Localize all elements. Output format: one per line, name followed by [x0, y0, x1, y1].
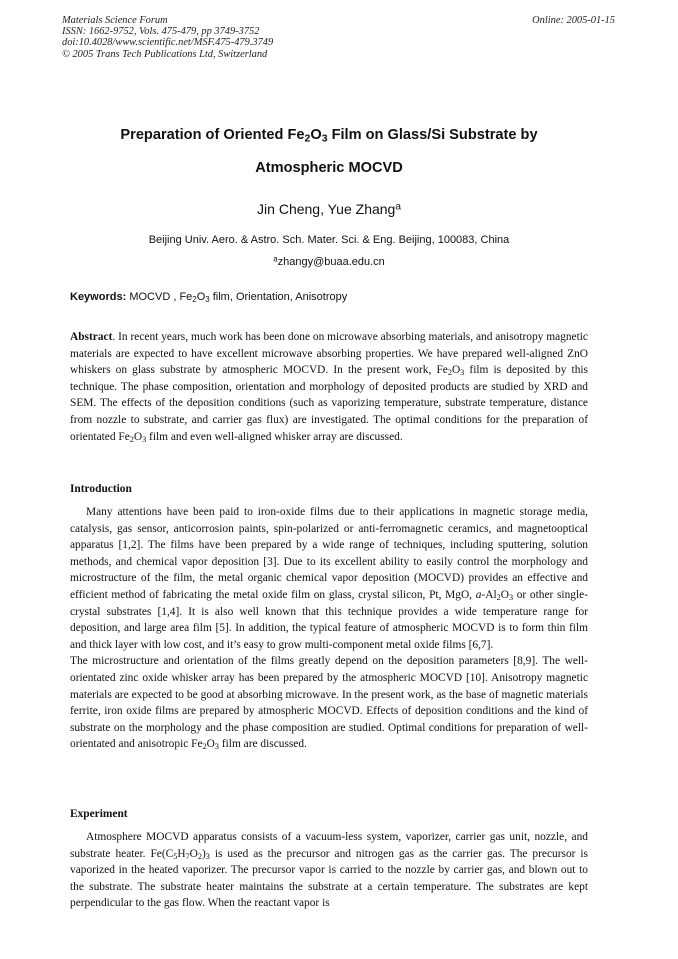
author-list: Jin Cheng, Yue Zhang$^a$ [257, 201, 401, 217]
introduction-paragraph-2: The microstructure and orientation of the films greatly depend on the deposition parameters [8,9]. The well-orientated zinc oxide whisker array has been prepared by the atmospheric MOCVD [10]. Anisotropy magnetic materials are expected to be good at absorbing microwave. In the present work, as the base of magnetic materials ferrite, iron oxide films are prepared by atmospheric MOCVD. Effects of deposition conditions and the kind of substrate on the morphology and the phase composition are studied. Optimal conditions for preparation of well-orientated and anisotropic $Fe_2O_3$ film are discussed. [70, 655, 588, 752]
experiment-body [70, 829, 588, 912]
copyright-line: © 2005 Trans Tech Publications Ltd, Switzerland [62, 48, 268, 60]
journal-name: Materials Science Forum [62, 15, 168, 26]
paper-title-line2: Atmospheric MOCVD [255, 160, 403, 176]
doi-line: doi:10.4028/www.scientific.net/MSF.475-479.3749 [62, 37, 274, 49]
introduction-paragraph-1: Many attentions have been paid to iron-oxide films due to their applications in magnetic storage media, catalysis, gas sensor, anticorrosion paints, spin-polarized or anti-ferromagnetic ceramics, and magnetooptical apparatus [1,2]. The films have been prepared by a wide range of techniques, including sputtering, solution methods, and chemical vapor deposition [3]. Due to its excellent ability to easily control the morphology and microstructure of the film, the metal organic chemical vapor deposition (MOCVD) provides an effective and efficient method of fabricating the metal oxide film on glass, crystal silicon, Pt, MgO, $a-Al_2O_3$ or other single-crystal substrates [1,4]. It is also well known that this technique provides a wide temperature range for deposition, and large area film [5]. In addition, the typical feature of atmospheric MOCVD is to form thin film and thick layer with low cost, and it’s easy to grow multi-component metal oxide films [6,7]. [70, 506, 588, 651]
affiliation: Beijing Univ. Aero. & Astro. Sch. Mater. Sci. & Eng. Beijing, 100083, China [148, 234, 510, 246]
journal-header [62, 15, 273, 60]
abstract-label: Abstract [70, 331, 113, 343]
experiment-paragraph-1: Atmosphere MOCVD apparatus consists of a vacuum-less system, vaporizer, carrier gas unit, nozzle, and substrate heater. $Fe(C_5H_7O_2)_3$ is used as the precursor and nitrogen gas as the carrier gas. The precursor is vaporized in the heated vaporizer. The precursor vapor is carried to the nozzle by carrier gas, and blown out to the substrate. The substrate heater maintains the substrate at a certain temperature. The substrates are kept perpendicular to the gas flow. When the reactant vapor is [70, 831, 588, 910]
section-heading-introduction: Introduction [70, 483, 132, 495]
keywords: Keywords: MOCVD , $Fe_2O_3$ film, Orientation, Anisotropy [70, 291, 348, 304]
abstract: Abstract. In recent years, much work has been done on microwave absorbing materials, and anisotropy magnetic materials are expected to have excellent microwave absorbing properties. We have prepared well-aligned ZnO whiskers on glass substrate by atmospheric MOCVD. In the present work, $Fe_2O_3$ film is deposited by this technique. The phase composition, orientation and morphology of deposited products are studied by XRD and SEM. The effects of the deposition conditions (such as vaporizing temperature, substrate temperature, distance from nozzle to substrate, and carrier gas flux) are investigated. The optimal conditions for the preparation of orientated $Fe_2O_3$ film and even well-aligned whisker array are discussed. [70, 331, 588, 444]
paper-title-line1: Preparation of Oriented $Fe_2O_3$ Film on Glass/Si Substrate by [120, 127, 538, 145]
keywords-label: Keywords: [70, 291, 127, 303]
introduction-body [70, 504, 588, 753]
issn-line: ISSN: 1662-9752, Vols. 475-479, pp 3749-3752 [62, 26, 260, 38]
section-heading-experiment: Experiment [70, 808, 128, 820]
author-email: $^a$zhangy@buaa.edu.cn [273, 254, 385, 268]
online-date: Online: 2005-01-15 [532, 15, 615, 26]
